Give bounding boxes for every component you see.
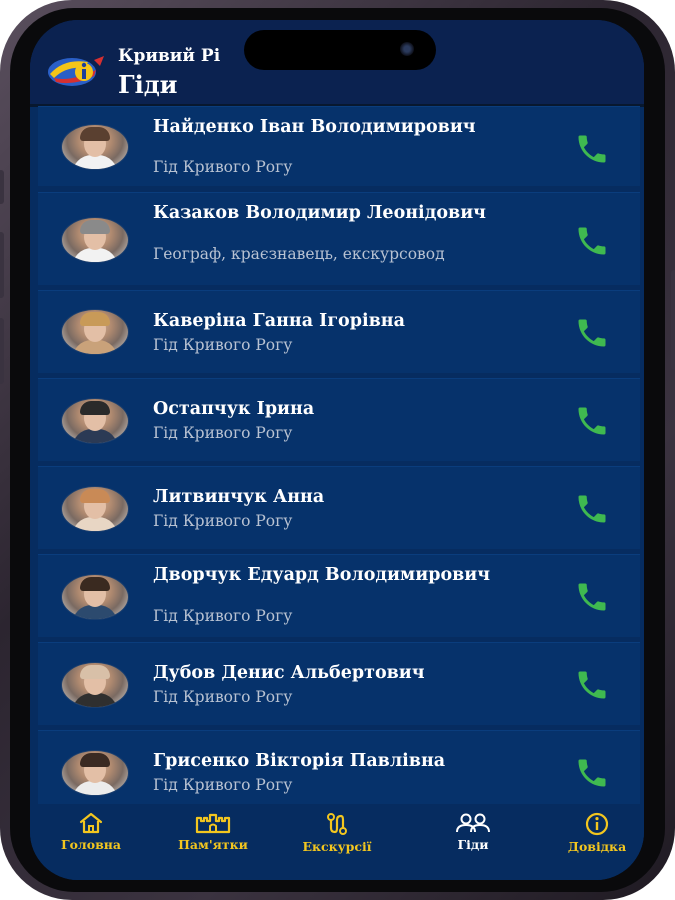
guide-card[interactable] xyxy=(38,290,640,373)
guide-role: Гід Кривого Рогу xyxy=(153,158,293,176)
guide-card[interactable] xyxy=(38,730,640,813)
header-city: Кривий Рі xyxy=(118,46,221,66)
phone-icon[interactable] xyxy=(574,131,610,167)
avatar xyxy=(61,309,129,355)
guide-name: Дубов Денис Альбертович xyxy=(153,663,425,683)
tab-tours[interactable] xyxy=(282,812,392,854)
guide-card[interactable] xyxy=(38,466,640,549)
castle-icon xyxy=(194,812,232,834)
side-button xyxy=(0,232,4,298)
tab-label: Довідка xyxy=(567,839,627,854)
phone-icon[interactable] xyxy=(574,667,610,703)
tab-label: Екскурсії xyxy=(302,839,372,854)
phone-icon[interactable] xyxy=(574,315,610,351)
guide-name: Дворчук Едуард Володимирович xyxy=(153,565,491,585)
phone-icon[interactable] xyxy=(574,223,610,259)
guide-card[interactable] xyxy=(38,378,640,461)
tab-label: Пам'ятки xyxy=(178,837,248,852)
guide-card[interactable] xyxy=(38,554,640,637)
phone-icon[interactable] xyxy=(574,403,610,439)
avatar xyxy=(61,124,129,170)
guide-role: Гід Кривого Рогу xyxy=(153,688,293,706)
guide-name: Остапчук Ірина xyxy=(153,399,315,419)
info-icon xyxy=(585,812,609,836)
people-icon xyxy=(455,812,491,834)
guide-name: Казаков Володимир Леонідович xyxy=(153,203,486,223)
city-logo-icon xyxy=(44,52,106,90)
avatar xyxy=(61,662,129,708)
side-button xyxy=(0,170,4,204)
side-button xyxy=(671,270,675,370)
avatar xyxy=(61,574,129,620)
guide-name: Литвинчук Анна xyxy=(153,487,325,507)
camera-icon xyxy=(400,42,414,56)
phone-icon[interactable] xyxy=(574,579,610,615)
side-button xyxy=(0,318,4,384)
guide-name: Найденко Іван Володимирович xyxy=(153,117,476,137)
guide-role: Гід Кривого Рогу xyxy=(153,607,293,625)
avatar xyxy=(61,486,129,532)
route-icon xyxy=(324,812,350,836)
bottom-tab-bar xyxy=(30,804,644,880)
tab-label: Головна xyxy=(60,837,122,852)
phone-icon[interactable] xyxy=(574,755,610,791)
guide-role: Гід Кривого Рогу xyxy=(153,512,293,530)
guide-name: Каверіна Ганна Ігорівна xyxy=(153,311,405,331)
page-title: Гіди xyxy=(118,70,178,99)
home-icon xyxy=(78,812,104,834)
tab-guides[interactable] xyxy=(418,812,528,852)
app-screen xyxy=(30,20,644,880)
guide-role: Гід Кривого Рогу xyxy=(153,776,293,794)
avatar xyxy=(61,750,129,796)
guide-card[interactable] xyxy=(38,192,640,285)
guide-card[interactable] xyxy=(38,106,640,186)
avatar xyxy=(61,217,129,263)
tab-home[interactable] xyxy=(36,812,146,852)
guide-card[interactable] xyxy=(38,642,640,725)
guide-role: Географ, краєзнавець, екскурсовод xyxy=(153,245,445,263)
guide-name: Грисенко Вікторія Павлівна xyxy=(153,751,446,771)
tab-landmarks[interactable] xyxy=(158,812,268,852)
avatar xyxy=(61,398,129,444)
guide-role: Гід Кривого Рогу xyxy=(153,424,293,442)
guide-role: Гід Кривого Рогу xyxy=(153,336,293,354)
tab-info[interactable] xyxy=(542,812,644,854)
tab-label: Гіди xyxy=(457,837,489,852)
phone-icon[interactable] xyxy=(574,491,610,527)
